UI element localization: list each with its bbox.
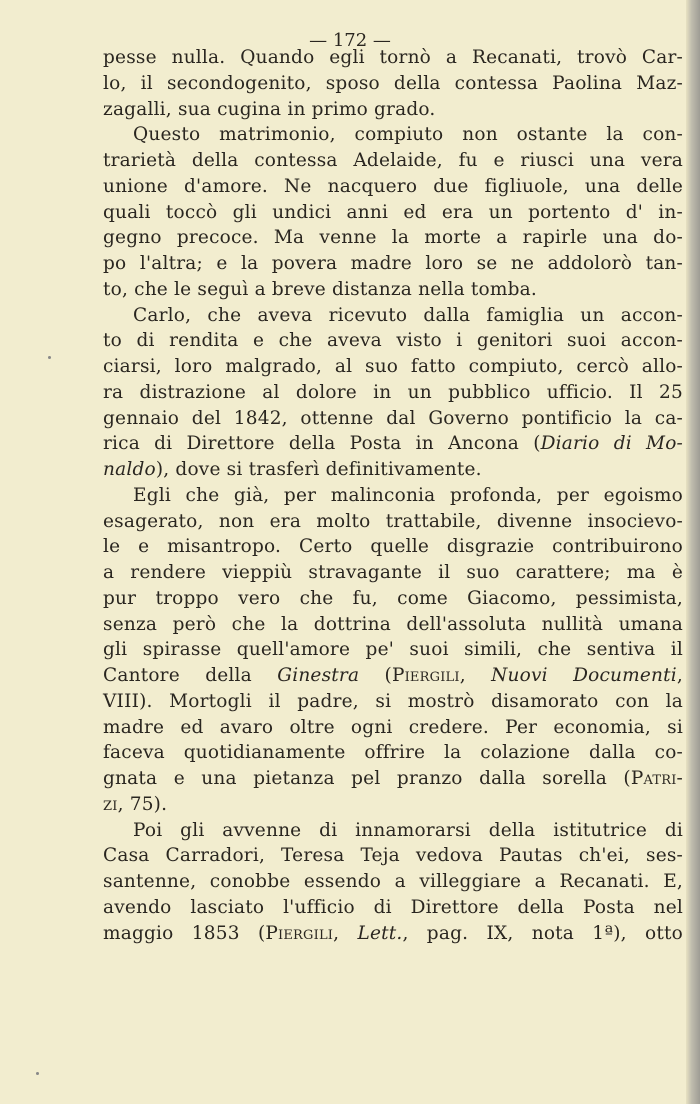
- small-caps-text: Patri-: [630, 768, 683, 789]
- text-segment: gegno precoce. Ma venne la morte a rapirle una do-: [103, 227, 683, 249]
- text-line: [103, 97, 683, 123]
- text-line: [103, 792, 683, 818]
- text-line: [103, 303, 683, 329]
- text-segment: ,: [459, 665, 492, 686]
- text-line: [103, 277, 683, 303]
- text-line: [103, 818, 683, 844]
- text-line: [103, 869, 683, 895]
- text-segment: gnata e una pietanza pel pranzo dalla sorella (: [103, 768, 631, 789]
- text-segment: Cantore della: [103, 665, 278, 686]
- text-line: [103, 895, 683, 921]
- text-line: [103, 689, 683, 715]
- text-line: [103, 457, 683, 483]
- italic-text: naldo: [103, 459, 156, 480]
- text-segment: , 75).: [117, 793, 168, 815]
- text-segment: rica di Direttore della Posta in Ancona (: [103, 433, 541, 455]
- text-segment: trarietà della contessa Adelaide, fu e riusci una vera: [103, 150, 683, 171]
- text-segment: gli spirasse quell'amore pe' suoi simili, che sentiva il: [103, 639, 683, 661]
- scan-speck: [48, 356, 51, 359]
- text-line: [103, 612, 683, 638]
- text-line: [103, 406, 683, 432]
- text-line: [103, 354, 683, 380]
- text-line: [103, 843, 683, 869]
- italic-text: Nuovi Documenti: [491, 665, 677, 686]
- page-edge: [686, 0, 700, 1104]
- text-line: [103, 148, 683, 174]
- text-line: [103, 225, 683, 251]
- text-line: [103, 45, 683, 71]
- text-line: [103, 251, 683, 277]
- text-line: [103, 637, 683, 663]
- text-segment: ciarsi, loro malgrado, al suo fatto compiuto, cercò allo-: [103, 356, 683, 377]
- text-line: [103, 328, 683, 354]
- text-segment: maggio 1853 (: [103, 922, 266, 944]
- text-segment: ra distrazione al dolore in un pubblico ufficio. Il 25: [103, 381, 683, 403]
- text-line: [103, 174, 683, 200]
- text-segment: madre ed avaro oltre ogni credere. Per economia, si: [103, 716, 683, 738]
- text-segment: Carlo, che aveva ricevuto dalla famiglia un accon-: [133, 304, 683, 326]
- text-line: [103, 380, 683, 406]
- text-segment: le e misantropo. Certo quelle disgrazie contribuirono: [103, 536, 683, 558]
- italic-text: Diario di Mo-: [540, 433, 683, 455]
- scan-speck: [36, 1072, 39, 1075]
- text-segment: senza però che la dottrina dell'assoluta nullità umana: [103, 613, 683, 635]
- page-number: — 172 —: [309, 30, 391, 51]
- text-line: [103, 715, 683, 741]
- text-segment: Egli che già, per malinconia profonda, per egoismo: [133, 484, 683, 506]
- text-segment: , pag. IX, nota 1ª), otto: [402, 922, 683, 944]
- text-segment: VIII). Mortogli il padre, si mostrò disamorato con la: [103, 690, 683, 712]
- text-segment: lo, il secondogenito, sposo della contessa Paolina Maz-: [103, 72, 683, 94]
- text-line: [103, 431, 683, 457]
- text-line: [103, 509, 683, 535]
- text-segment: Casa Carradori, Teresa Teja vedova Pautas ch'ei, ses-: [103, 845, 683, 867]
- text-segment: santenne, conobbe essendo a villeggiare a Recanati. E,: [103, 871, 683, 892]
- text-segment: (: [359, 665, 392, 686]
- small-caps-text: Piergili: [265, 922, 334, 944]
- italic-text: Ginestra: [277, 665, 360, 686]
- text-segment: to di rendita e che aveva visto i genitori suoi accon-: [103, 330, 683, 352]
- text-segment: Questo matrimonio, compiuto non ostante la con-: [133, 124, 683, 146]
- text-line: [103, 122, 683, 148]
- text-segment: pur troppo vero che fu, come Giacomo, pessimista,: [103, 587, 683, 609]
- text-segment: gennaio del 1842, ottenne dal Governo pontificio la ca-: [103, 407, 683, 429]
- text-segment: avendo lasciato l'ufficio di Direttore della Posta nel: [103, 896, 683, 918]
- text-segment: ), dove si trasferì definitivamente.: [155, 459, 482, 480]
- text-segment: to, che le seguì a breve distanza nella tomba.: [103, 278, 537, 300]
- body-text: [103, 45, 683, 946]
- text-segment: zagalli, sua cugina in primo grado.: [103, 98, 436, 120]
- text-line: [103, 200, 683, 226]
- text-line: [103, 663, 683, 689]
- text-segment: ,: [333, 922, 358, 944]
- text-segment: pesse nulla. Quando egli tornò a Recanati, trovò Car-: [103, 47, 683, 68]
- text-segment: ,: [676, 665, 683, 686]
- text-segment: unione d'amore. Ne nacquero due figliuole, una delle: [103, 175, 683, 197]
- text-line: [103, 560, 683, 586]
- text-segment: esagerato, non era molto trattabile, divenne insocievo-: [103, 510, 683, 532]
- small-caps-text: Piergili: [391, 665, 460, 686]
- text-segment: quali toccò gli undici anni ed era un portento d' in-: [103, 201, 683, 223]
- text-segment: po l'altra; e la povera madre loro se ne addolorò tan-: [103, 253, 683, 274]
- text-line: [103, 71, 683, 97]
- text-line: [103, 483, 683, 509]
- text-segment: a rendere vieppiù stravagante il suo carattere; ma è: [103, 562, 683, 583]
- italic-text: Lett.: [357, 922, 403, 944]
- small-caps-text: zi: [103, 793, 118, 815]
- text-line: [103, 921, 683, 947]
- text-line: [103, 766, 683, 792]
- text-line: [103, 534, 683, 560]
- text-segment: Poi gli avvenne di innamorarsi della istitutrice di: [133, 819, 683, 841]
- text-segment: faceva quotidianamente offrire la colazione dalla co-: [103, 742, 683, 764]
- text-line: [103, 740, 683, 766]
- text-line: [103, 586, 683, 612]
